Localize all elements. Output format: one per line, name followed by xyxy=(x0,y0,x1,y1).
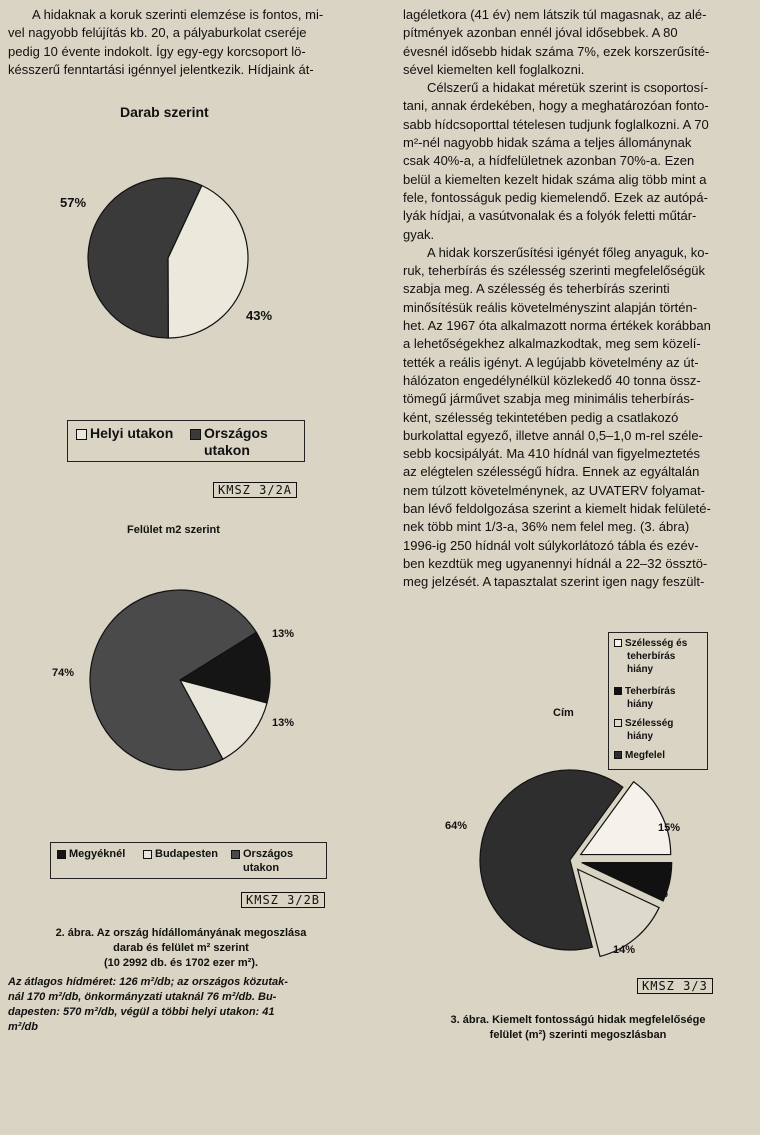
text-line: hálózaton engedélynélkül közlekedő 40 tonna össz- xyxy=(403,372,701,388)
chart3-code: KMSZ 3/3 xyxy=(637,978,713,994)
legend-item-teherbiras: Teherbírás xyxy=(625,686,676,697)
text-line: nek több mint 1/3-a, 36% nem felel meg. (3. ábra) xyxy=(403,519,690,535)
chart2-code: KMSZ 3/2B xyxy=(241,892,325,908)
text-line: sabb hídcsoporttal tételesen tudjunk foglalkozni. A 70 xyxy=(403,116,709,132)
text-line: tették a reális igényt. A legújabb követelmény az út- xyxy=(403,354,699,370)
text-line: burkolattal egyező, illetve annál 0,5–1,0 m-rel széle- xyxy=(403,427,703,443)
note-line: Az átlagos hídméret: 126 m²/db; az országos közutak- xyxy=(8,976,288,988)
text-line: ként, szélesség tekintetében pedig a csatlakozó xyxy=(403,409,679,425)
text-line: A hidak korszerűsítési igényét főleg anyaguk, ko- xyxy=(427,244,709,260)
chart2-label-74: 74% xyxy=(52,667,75,679)
figure2-note xyxy=(8,975,360,1035)
text-line: nem túlzott követelménynek, az UVATERV folyamat- xyxy=(403,482,706,498)
figure3-caption xyxy=(403,1013,753,1043)
note-line: m²/db xyxy=(8,1021,38,1033)
text-line: sebb kocsipályát. Ma 410 hídnál van figyelmeztetés xyxy=(403,446,701,462)
chart1-title: Darab szerint xyxy=(120,104,209,120)
chart3-label-14: 14% xyxy=(613,944,636,956)
figure2-caption xyxy=(10,926,352,971)
legend-item-szelesseg: Szélesség xyxy=(625,718,674,729)
text-line: a lehetőségekhez alkalmazkodtak, meg sem közelí- xyxy=(403,336,701,352)
chart3-pie xyxy=(480,770,660,950)
text-line: tömegű járművet szabja meg minimális teherbírás- xyxy=(403,391,695,407)
text-line: csak 40%-a, a hídfelületnek azonban 70%-a. Ezen xyxy=(403,153,695,169)
legend-item-orszagos: Országos xyxy=(204,425,268,441)
text-line: 1996-ig 250 hídnál volt súlykorlátozó tábla és ezév- xyxy=(403,537,699,553)
text-line: fele, fontosságuk pedig kiemelendő. Ezek az autópá- xyxy=(403,189,708,205)
note-line: dapesten: 570 m²/db, végül a többi helyi utakon: 41 xyxy=(8,1006,275,1018)
legend-item-megfelel: Megfelel xyxy=(625,750,666,761)
legend-swatch-white xyxy=(614,639,622,647)
right-paragraph xyxy=(403,6,753,592)
legend-swatch-light xyxy=(76,429,87,440)
legend-item-szelesseg-es: Szélesség és xyxy=(625,638,688,649)
text-line: Célszerű a hidakat méretük szerint is csoportosí- xyxy=(427,80,709,96)
text-line: pítmények azonban ennél jóval idősebbek. A 80 xyxy=(403,25,678,41)
legend-item-hiany: hiány xyxy=(627,664,654,675)
chart3-label-15: 15% xyxy=(658,822,681,834)
legend-swatch-dark xyxy=(614,751,622,759)
legend-swatch-dotted xyxy=(614,719,622,727)
text-line: ruk, teherbírás és szélesség szerinti megfelelőségük xyxy=(403,263,706,279)
text-line: minősítésük reális követelményszint alapján történ- xyxy=(403,299,698,315)
text-line: belül a kiemelten kezelt hidak száma alig több mint a xyxy=(403,171,707,187)
chart2-pie xyxy=(90,590,270,770)
caption-line: felület (m²) szerinti megoszlásban xyxy=(489,1029,667,1041)
text-line: meg jelzését. A tapasztalat szerint igen nagy feszült- xyxy=(403,574,705,590)
text-line: m²-nél nagyobb hidak száma a teljes állománynak xyxy=(403,135,692,151)
chart3-legend xyxy=(608,632,708,770)
chart1-pie xyxy=(88,178,248,338)
legend-item-orszagos-cont: utakon xyxy=(243,862,280,874)
text-line: het. Az 1967 óta alkalmazott norma értékek korábban xyxy=(403,318,711,334)
text-line: gyak. xyxy=(403,226,435,242)
text-line: késszerű fenntartási igénnyel jelentkezik. Hídjaink át- xyxy=(8,62,314,78)
text-line: évesnél idősebb hidak száma 7%, ezek korszerűsíté- xyxy=(403,43,710,59)
chart3-label-7: 7% xyxy=(652,888,668,900)
chart2-legend xyxy=(50,842,327,879)
text-line: tani, annak érdekében, hogy a meghatározóan fonto- xyxy=(403,98,709,114)
legend-item-hiany: hiány xyxy=(627,699,654,710)
legend-item-helyi: Helyi utakon xyxy=(90,425,174,441)
text-line: sével kiemelten kell foglalkozni. xyxy=(403,61,585,77)
chart1-legend xyxy=(67,420,305,462)
legend-item-megyeknel: Megyéknél xyxy=(69,848,126,860)
legend-item-budapesten: Budapesten xyxy=(155,848,218,860)
text-line: vel nagyobb felújítás kb. 20, a pályaburkolat cseréje xyxy=(8,25,307,41)
legend-swatch-black xyxy=(614,687,622,695)
chart1-label-43: 43% xyxy=(246,308,273,323)
chart2-title: Felület m2 szerint xyxy=(127,524,220,536)
chart3-label-64: 64% xyxy=(445,820,468,832)
text-line: lyák hídjai, a vasútvonalak és a folyók feletti műtár- xyxy=(403,208,697,224)
chart2-label-13b: 13% xyxy=(272,717,295,729)
text-line: szabja meg. A szélesség és teherbírás szerinti xyxy=(403,281,670,297)
text-line: pedig 10 évente indokolt. Így egy-egy korcsoport lö- xyxy=(8,43,306,59)
caption-line: (10 2992 db. és 1702 ezer m²). xyxy=(103,957,259,969)
legend-swatch-white xyxy=(143,850,152,859)
left-paragraph xyxy=(8,6,360,80)
legend-item-teherbiras-word: teherbírás xyxy=(627,651,676,662)
legend-item-orszagos: Országos xyxy=(243,848,294,860)
text-line: ben kezdtük meg ugyanennyi hídnál a 22–32 össztö- xyxy=(403,555,708,571)
chart1-label-57: 57% xyxy=(60,195,87,210)
caption-line: 2. ábra. Az ország hídállományának megoszlása xyxy=(55,927,307,939)
text-line: lagéletkora (41 év) nem látszik túl magasnak, az alé- xyxy=(403,7,707,22)
legend-item-hiany: hiány xyxy=(627,731,654,742)
legend-swatch-dark xyxy=(190,429,201,440)
text-line: ban lévő feldolgozása szerint a kiemelt hidak felületé- xyxy=(403,501,711,517)
legend-swatch-black xyxy=(57,850,66,859)
legend-item-orszagos-cont: utakon xyxy=(204,442,250,458)
caption-line: 3. ábra. Kiemelt fontosságú hidak megfelelősége xyxy=(450,1014,706,1026)
text-line: az elégtelen szélességű hídra. Ennek az egyáltalán xyxy=(403,464,700,480)
caption-line: darab és felület m² szerint xyxy=(113,942,249,954)
chart1-code: KMSZ 3/2A xyxy=(213,482,297,498)
chart2-label-13a: 13% xyxy=(272,628,295,640)
chart3-title: Cím xyxy=(553,707,574,719)
legend-swatch-hatched xyxy=(231,850,240,859)
text-line: A hidaknak a koruk szerinti elemzése is fontos, mi- xyxy=(32,7,324,22)
note-line: nál 170 m²/db, önkormányzati utaknál 76 m²/db. Bu- xyxy=(8,991,277,1003)
